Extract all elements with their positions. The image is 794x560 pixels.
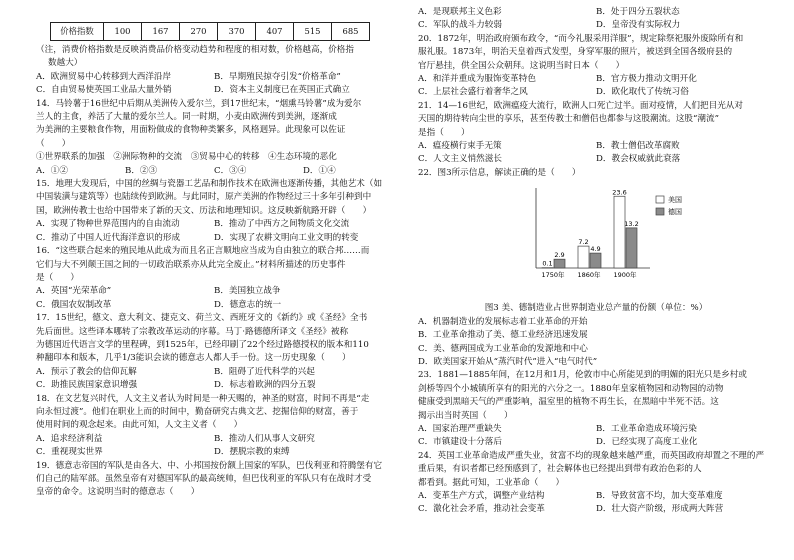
right-column — [418, 6, 774, 517]
question-text: 24．英国工业革命造成严重失业，贫富不均的现象越来越严重，而英国政府却置之不理的严 — [418, 450, 765, 461]
option-row — [36, 165, 392, 178]
question-text: 国，欧洲传教士也给中国带来了新的天文、历法和地理知识。这反映新航路开辟（ ） — [36, 205, 372, 216]
option[interactable]: D．实现了农耕文明向工业文明的转变 — [214, 232, 359, 243]
option[interactable]: D．皇帝没有实际权力 — [596, 20, 681, 31]
option-row — [418, 6, 774, 19]
option[interactable]: C．美、德两国成为工业革命的发源地和中心 — [418, 343, 588, 354]
option[interactable]: C．上层社会盛行着奢华之风 — [418, 87, 528, 98]
question-text: 种翻印本和版本，几乎1/3能识会读的德意志人都人手一份。这一历史现象（ ） — [36, 353, 351, 364]
option[interactable]: D．壮大资产阶级，形成两大阵营 — [596, 504, 724, 515]
option-row — [418, 503, 774, 516]
question-text: 20．1872年，明治政府颁布政令，“而今礼服采用洋服”，规定除祭祀服外废除所有和 — [418, 33, 744, 44]
option[interactable]: A．英国“光荣革命” — [36, 286, 112, 297]
option[interactable]: A．①② — [36, 165, 68, 176]
option[interactable]: B．美国独立战争 — [214, 286, 281, 297]
option[interactable]: C．重视现实世界 — [36, 447, 103, 458]
option[interactable]: B．早期殖民掠夺引发“价格革命” — [214, 71, 341, 82]
question-text: 16．“这些联合起来的殖民地从此成为而且名正言顺地应当成为自由独立的联合邦……而 — [36, 246, 370, 257]
question-text: 中国装潢与建筑等）也陆续传到欧洲。与此同时，原产美洲的作物经过三十多年引种到中 — [36, 192, 372, 203]
option[interactable]: B．推动了中西方之间物质文化交流 — [214, 219, 350, 230]
question-text: 18．在文艺复兴时代，人文主义者认为时间是一种天赐的，神圣的财富，时间不再是“走 — [36, 393, 370, 404]
option[interactable]: B．导致贫富不均，加大变革难度 — [596, 490, 723, 501]
option-row — [36, 379, 392, 392]
question-text: 使用时间的观念起来。由此可知，人文主义者（ ） — [36, 420, 243, 431]
option[interactable]: A．追求经济利益 — [36, 433, 103, 444]
x-tick-label: 1750年 — [541, 271, 565, 280]
table-note: 数越大） — [48, 58, 83, 69]
question-text: 15．地理大发现后，中国的丝绸与瓷器工艺品和制作技术在欧洲也逐渐传播，其他艺术（如 — [36, 179, 383, 190]
table-cell: 270 — [180, 23, 218, 41]
option[interactable]: B．推动人们从事人文研究 — [214, 433, 315, 444]
bar-usa — [578, 246, 589, 268]
legend-swatch — [656, 196, 664, 203]
question-text: 21．14—16世纪，欧洲瘟疫大流行，欧洲人口死亡过半。面对疫情，人们把目光从对 — [418, 100, 743, 111]
question-text: 14．马铃薯于16世纪中后期从美洲传入爱尔兰，到17世纪末，“烟熏马铃薯”成为爱尔 — [36, 98, 362, 109]
option[interactable]: C．③④ — [214, 165, 247, 176]
option[interactable]: D．摆脱宗教的束缚 — [214, 447, 290, 458]
option[interactable]: D．①④ — [303, 165, 336, 176]
x-tick-label: 1860年 — [577, 271, 601, 280]
option[interactable]: C．自由贸易使英国工业品大量外销 — [36, 85, 172, 96]
question-text: 是（ ） — [36, 272, 79, 283]
data-label: 4.9 — [590, 245, 601, 254]
option-row — [36, 299, 392, 312]
option[interactable]: C．激化社会矛盾，推动社会变革 — [418, 504, 545, 515]
bar-chart — [508, 184, 708, 284]
question-text: 揭示出当时英国（ ） — [418, 410, 513, 421]
table-cell: 370 — [218, 23, 256, 41]
table-cell: 515 — [294, 23, 332, 41]
data-label: 23.6 — [612, 188, 627, 197]
question-text: （ ） — [36, 138, 71, 149]
question-text: 为美洲的主要粮食作物，用面粉做成的食物种类繁多，风格迥异。此现象可以佐证 — [36, 125, 346, 136]
question-text: 先后面世。这些译本哪转了宗教改革运动的序幕。马丁·路德德所译文《圣经》被称 — [36, 326, 349, 337]
option-row — [418, 19, 774, 32]
option[interactable]: B．官方极力推动文明开化 — [596, 74, 697, 85]
bar-germany — [590, 253, 601, 268]
option[interactable]: B．处于四分五裂状态 — [596, 7, 680, 17]
chart-caption: 图3 美、德制造业占世界制造业总产量的份额（单位：%） — [484, 303, 708, 314]
data-label: 7.2 — [578, 238, 589, 247]
option-row — [36, 218, 392, 231]
option-row — [418, 436, 774, 449]
question-text: 服礼服。1873年，明治天皇着西式发型，身穿军服的照片，被送到全国各级府县的 — [418, 47, 733, 58]
option-row — [36, 84, 392, 97]
option[interactable]: D．已经实现了高度工业化 — [596, 437, 698, 448]
option-row — [36, 433, 392, 446]
option[interactable]: B．工业革命推动了美、德工业经济迅速发展 — [418, 330, 588, 341]
option[interactable]: D．标志着欧洲的四分五裂 — [214, 380, 316, 391]
bar-germany — [554, 259, 565, 268]
bar-usa — [614, 197, 625, 269]
price-index-table — [50, 22, 370, 41]
question-text: 它们与大不列颠王国之间的一切政治联系亦从此完全废止。”材料所描述的历史事件 — [36, 259, 346, 270]
option[interactable]: C．人文主义悄然滋长 — [418, 154, 502, 165]
x-tick-label: 1900年 — [613, 271, 637, 280]
option-row — [418, 423, 774, 436]
question-text: 兰人的主食，养活了大量的爱尔兰人。同一时期，小麦由欧洲传到美洲，逐渐成 — [36, 112, 337, 123]
option[interactable]: B．②③ — [125, 165, 158, 176]
option[interactable]: A．欧洲贸易中心转移到大西洋沿岸 — [36, 71, 172, 82]
option[interactable]: A．机器制造业的发展标志着工业革命的开始 — [418, 316, 588, 327]
question-text: 天国的期待转向尘世的享乐，甚至传教士和僧侣也都参与这股潮流。这股“潮流” — [418, 114, 719, 125]
option[interactable]: B．阻碍了近代科学的兴起 — [214, 366, 315, 377]
question-text: 为德国近代语言文学的里程碑，到1525年，已经印刷了22个经过路德授权的版本和110 — [36, 339, 369, 350]
left-column — [36, 22, 392, 500]
legend-label: 德国 — [668, 208, 682, 217]
option[interactable]: C．市镇建设十分落后 — [418, 437, 502, 448]
table-cell: 685 — [332, 23, 370, 41]
question-text: 皇帝的命令。这说明当时的德意志（ ） — [36, 487, 200, 498]
table-cell: 407 — [256, 23, 294, 41]
option-row — [36, 71, 392, 84]
option[interactable]: D．资本主义制度已在英国正式确立 — [214, 85, 350, 96]
option[interactable]: D．德意志的统一 — [214, 299, 282, 310]
question-text: 17．15世纪，德文、意大利文、捷克文、荷兰文、西班牙文的《新约》或《圣经》全书 — [36, 313, 368, 324]
option[interactable]: C．助推民族国家意识增强 — [36, 380, 138, 391]
option[interactable]: B．工业革命造成环境污染 — [596, 423, 697, 434]
question-text: 重后果，有识者都已经预感到了，社会解体也已经提出到带有政治色彩的人 — [418, 464, 702, 475]
option[interactable]: C．军队的战斗力较弱 — [418, 20, 502, 31]
data-label: 2.9 — [554, 251, 565, 260]
option-row — [418, 73, 774, 86]
table-cell: 167 — [142, 23, 180, 41]
option[interactable]: A．实现了物种世界范围内的自由流动 — [36, 219, 180, 230]
option[interactable]: D．教会权威就此衰落 — [596, 154, 681, 165]
question-text: 22．图3所示信息，解读正确的是（ ） — [418, 167, 581, 178]
option[interactable]: A．预示了教会的信仰瓦解 — [36, 366, 137, 377]
question-items: ①世界联系的加强 ②洲际物种的交流 ③贸易中心的转移 ④生态环境的恶化 — [36, 152, 337, 163]
option[interactable]: A．瘟疫横行束手无策 — [418, 141, 502, 152]
data-label: 0.1 — [542, 259, 553, 268]
table-cell: 100 — [104, 23, 142, 41]
option-row — [418, 153, 774, 166]
option[interactable]: B．教士僧侣改革腐败 — [596, 141, 680, 152]
data-label: 13.2 — [624, 220, 639, 229]
option[interactable]: A．国家治理严重缺失 — [418, 423, 502, 434]
question-text: 都看到。据此可知，工业革命（ ） — [418, 477, 565, 488]
question-text: 是指（ ） — [418, 127, 470, 138]
question-text: 向永恒过渡”。他们在职业上而的时间中，勤奋研究古典文艺、挖掘信仰的财富，善于 — [36, 406, 359, 417]
option[interactable]: D．欧美国家开始从“蒸汽时代”进入“电气时代” — [418, 356, 598, 367]
legend-swatch — [656, 208, 664, 215]
option[interactable]: A．是现联邦主义色彩 — [418, 7, 502, 17]
option-row — [36, 232, 392, 245]
option-row — [36, 446, 392, 459]
option[interactable]: D．欧化取代了传统习俗 — [596, 87, 689, 98]
table-header-cell: 价格指数 — [51, 23, 104, 41]
option-row — [36, 366, 392, 379]
option-row — [418, 490, 774, 503]
question-text: 23．1881—1885年间，在12月和1月，伦敦市中心所能见到的明媚的阳光只是乡村或 — [418, 370, 747, 381]
question-text: 们自己的陆军部。虽然皇帝有对德国军队的最高统帅，但巴伐利亚的军队只有在战时才受 — [36, 474, 372, 484]
option[interactable]: A．和洋并重成为服饰变革特色 — [418, 74, 536, 85]
option[interactable]: C．俄国农奴制改革 — [36, 299, 112, 310]
question-text: 剑桥等四个小城镇所享有的阳光的六分之一。1880年皇家植物园和动物园的动物 — [418, 383, 724, 394]
question-text: 19．德意志帝国的军队是由各大、中、小邦国按份额上国家的军队，巴伐利亚和符腾堡有它 — [36, 460, 383, 471]
question-text: 官厅悬挂，供全国公众朝拜。这说明当时日本（ ） — [418, 60, 625, 71]
option[interactable]: C．推动了中国人近代海洋意识的形成 — [36, 232, 181, 243]
table-note: （注，消费价格指数是反映消费品价格变动趋势和程度的相对数，价格越高，价格指 — [36, 45, 354, 55]
option-row — [418, 86, 774, 99]
legend-label: 美国 — [668, 196, 682, 205]
option[interactable]: A．变革生产方式，调整产业结构 — [418, 490, 545, 501]
option-row — [418, 140, 774, 153]
figure-3 — [418, 184, 774, 302]
question-text: 健康受到黑暗天气的严重影响，温室里的植物不再生长，在黑暗中半死不活。这 — [418, 397, 719, 408]
option-row — [36, 285, 392, 298]
bar-germany — [626, 228, 637, 268]
